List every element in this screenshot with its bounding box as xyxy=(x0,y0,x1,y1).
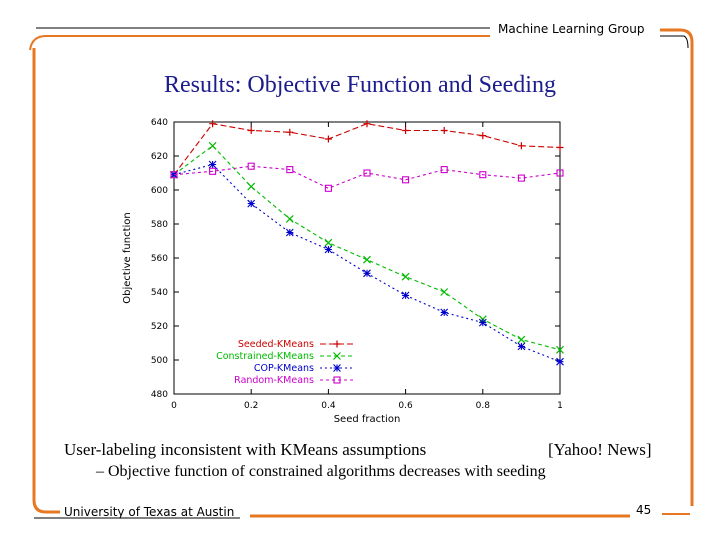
x-axis-label: Seed fraction xyxy=(333,414,401,425)
data-point xyxy=(286,215,293,222)
slide-title: Results: Objective Function and Seeding xyxy=(164,72,556,98)
x-tick-label: 0.6 xyxy=(398,401,413,411)
x-tick-label: 0 xyxy=(171,401,177,411)
source-citation: [Yahoo! News] xyxy=(548,440,652,459)
legend-marker xyxy=(334,341,341,348)
chart-legend xyxy=(216,339,354,386)
legend-label: Constrained-KMeans xyxy=(216,351,314,362)
series-cop-kmeans xyxy=(171,161,564,365)
data-point xyxy=(325,246,332,253)
legend-label: Random-KMeans xyxy=(234,375,314,386)
data-point xyxy=(518,142,525,149)
y-tick-label: 560 xyxy=(150,254,168,264)
chart-series xyxy=(171,120,564,365)
data-point xyxy=(248,200,255,207)
y-tick-label: 620 xyxy=(150,152,168,162)
data-point xyxy=(325,136,332,143)
data-point xyxy=(557,358,564,365)
x-tick-label: 1 xyxy=(557,401,563,411)
data-point xyxy=(248,183,255,190)
x-tick-label: 0.2 xyxy=(244,401,259,411)
data-point xyxy=(441,289,448,296)
data-point xyxy=(557,144,564,151)
legend-label: Seeded-KMeans xyxy=(237,339,314,350)
group-name: Machine Learning Group xyxy=(498,22,645,36)
series-line xyxy=(174,165,560,362)
data-point xyxy=(441,309,448,316)
series-line xyxy=(174,124,560,175)
objective-seeding-chart xyxy=(118,108,578,438)
data-point xyxy=(518,336,525,343)
footer-institution: University of Texas at Austin xyxy=(64,505,235,519)
data-point xyxy=(364,120,371,127)
legend-marker xyxy=(334,365,341,372)
data-point xyxy=(286,129,293,136)
data-point xyxy=(518,343,525,350)
y-tick-label: 640 xyxy=(150,118,168,128)
bullet-main: User-labeling inconsistent with KMeans assumptions xyxy=(64,440,427,459)
data-point xyxy=(325,185,331,191)
data-point xyxy=(325,239,332,246)
data-point xyxy=(364,256,371,263)
data-point xyxy=(209,161,216,168)
data-point xyxy=(479,132,486,139)
bullet-sub: – Objective function of constrained algorithms decreases with seeding xyxy=(96,463,546,480)
data-point xyxy=(402,292,409,299)
y-tick-label: 580 xyxy=(150,220,168,230)
y-tick-label: 520 xyxy=(150,322,168,332)
data-point xyxy=(248,127,255,134)
y-tick-label: 540 xyxy=(150,288,168,298)
data-point xyxy=(402,273,409,280)
legend-label: COP-KMeans xyxy=(253,363,314,374)
y-tick-label: 500 xyxy=(150,356,168,366)
data-point xyxy=(209,120,216,127)
data-point xyxy=(479,319,486,326)
y-tick-label: 600 xyxy=(150,186,168,196)
data-point xyxy=(402,127,409,134)
series-constrained-kmeans xyxy=(171,142,564,353)
x-tick-label: 0.8 xyxy=(475,401,490,411)
x-tick-label: 0.4 xyxy=(321,401,336,411)
data-point xyxy=(286,229,293,236)
data-point xyxy=(441,127,448,134)
y-tick-label: 480 xyxy=(150,390,168,400)
data-point xyxy=(364,270,371,277)
page-number: 45 xyxy=(636,503,652,517)
series-random-kmeans xyxy=(171,163,563,191)
data-point xyxy=(209,142,216,149)
y-axis-label: Objective function xyxy=(122,212,133,304)
